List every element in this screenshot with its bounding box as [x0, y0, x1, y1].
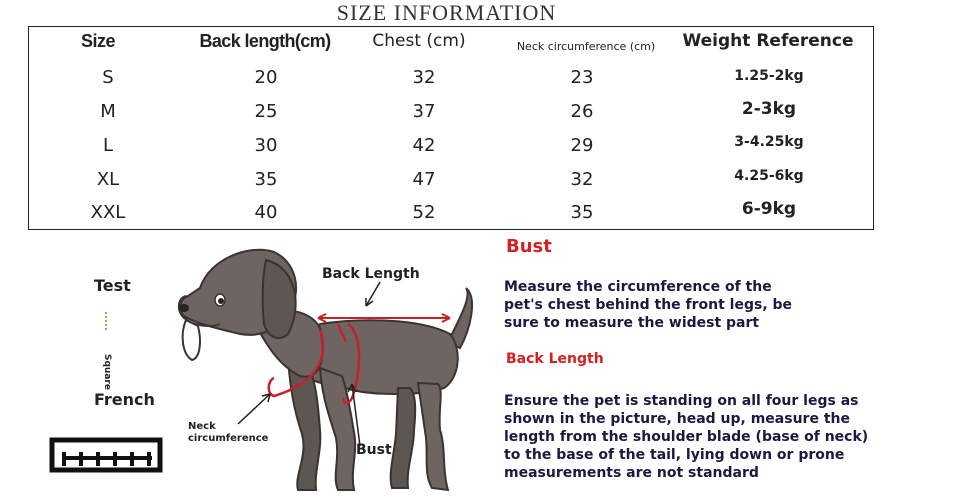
neck-diagram-label	[188, 421, 268, 445]
cell-weight: 2-3kg	[741, 99, 797, 119]
neck-label-line1: Neck	[188, 421, 216, 432]
cell-size: L	[102, 135, 114, 156]
cell-chest: 47	[412, 169, 436, 190]
page-title: SIZE INFORMATION	[336, 0, 557, 25]
back-text-line: length from the shoulder blade (base of neck)	[504, 429, 869, 445]
square-label: Square	[102, 354, 112, 390]
back-length-section-title: Back Length	[506, 351, 604, 367]
cell-back-length: 25	[254, 101, 278, 122]
cell-neck: 26	[570, 101, 594, 122]
neck-label-line2: circumference	[188, 433, 269, 444]
bust-diagram-label: Bust	[356, 442, 392, 458]
cell-weight: 4.25-6kg	[734, 168, 804, 184]
test-label: Test	[94, 276, 131, 295]
cell-back-length: 30	[254, 135, 278, 156]
cell-chest: 42	[412, 135, 436, 156]
back-length-diagram-label: Back Length	[322, 266, 420, 282]
cell-neck: 35	[570, 202, 594, 223]
header-chest: Chest (cm)	[372, 31, 466, 51]
cell-back-length: 35	[254, 169, 278, 190]
header-weight: Weight Reference	[682, 31, 854, 51]
cell-size: XL	[96, 169, 120, 190]
cell-neck: 23	[570, 67, 594, 88]
cell-size: XXL	[90, 202, 126, 223]
back-length-instructions	[504, 392, 868, 482]
back-text-line: measurements are not standard	[504, 465, 759, 481]
back-text-line: to the base of the tail, lying down or prone	[504, 447, 845, 463]
header-size: Size	[80, 31, 116, 51]
cell-size: S	[102, 67, 114, 88]
table-header	[29, 31, 873, 61]
cell-back-length: 40	[254, 202, 278, 223]
cell-weight: 3-4.25kg	[734, 134, 804, 150]
cell-neck: 32	[570, 169, 594, 190]
cell-neck: 29	[570, 135, 594, 156]
cell-back-length: 20	[254, 67, 278, 88]
cell-size: M	[100, 101, 116, 122]
header-neck: Neck circumference (cm)	[516, 40, 656, 53]
ruler-icon	[48, 436, 164, 476]
cell-weight: 1.25-2kg	[734, 68, 804, 84]
cell-chest: 37	[412, 101, 436, 122]
size-table	[28, 26, 874, 230]
french-label: French	[94, 390, 155, 409]
bust-section-title: Bust	[506, 236, 552, 257]
dots-decoration	[105, 312, 107, 330]
bust-text-line: sure to measure the widest part	[504, 315, 760, 331]
back-text-line: shown in the picture, head up, measure the	[504, 411, 850, 427]
header-back-length: Back length(cm)	[199, 31, 331, 51]
cell-chest: 52	[412, 202, 436, 223]
bust-text-line: pet's chest behind the front legs, be	[504, 297, 793, 313]
cell-weight: 6-9kg	[741, 199, 797, 219]
back-text-line: Ensure the pet is standing on all four legs as	[504, 393, 859, 409]
bust-instructions	[504, 278, 792, 332]
bust-text-line: Measure the circumference of the	[504, 279, 772, 295]
cell-chest: 32	[412, 67, 436, 88]
